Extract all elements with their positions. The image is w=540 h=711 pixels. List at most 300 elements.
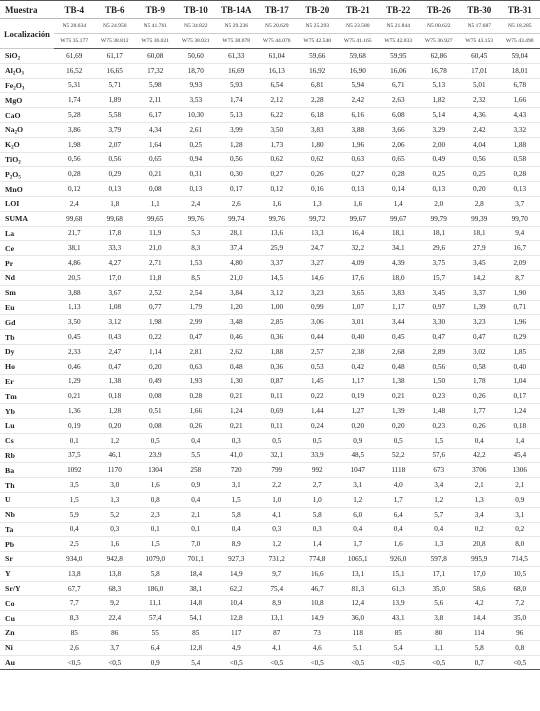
table-row [0, 152, 540, 167]
table-cell: 673 [419, 463, 460, 478]
table-cell: 2,6 [54, 640, 95, 655]
row-label-part: Er [5, 376, 14, 386]
table-cell: 10,30 [176, 108, 217, 123]
table-cell: 1,4 [500, 433, 540, 448]
table-cell: 3,7 [95, 640, 136, 655]
table-cell: 0,3 [297, 522, 338, 537]
table-cell: 0,17 [216, 182, 257, 197]
table-cell: 0,13 [176, 182, 217, 197]
table-cell: 12,4 [338, 596, 379, 611]
row-label [0, 522, 54, 537]
table-row [0, 122, 540, 137]
table-cell: 1,8 [95, 196, 136, 211]
table-cell: 3,79 [95, 122, 136, 137]
table-cell: 2,38 [338, 344, 379, 359]
table-cell: 99,68 [54, 211, 95, 226]
row-label-part: Th [5, 480, 15, 490]
table-row [0, 418, 540, 433]
row-label [0, 448, 54, 463]
table-cell: 68,0 [500, 581, 540, 596]
table-cell: 14,9 [297, 611, 338, 626]
row-label-part: MgO [5, 95, 23, 105]
table-cell: 27,9 [459, 241, 500, 256]
table-row [0, 137, 540, 152]
table-cell: 3,4 [419, 478, 460, 493]
table-cell: 1,2 [338, 492, 379, 507]
location-west-cell: W75 35.177 [54, 34, 95, 49]
table-cell: 99,74 [216, 211, 257, 226]
table-cell: 11,8 [135, 270, 176, 285]
table-cell: 1,1 [135, 196, 176, 211]
row-label-part: Zn [5, 628, 15, 638]
table-cell: 3,27 [297, 256, 338, 271]
table-cell: 16,13 [257, 63, 298, 78]
table-cell: 16,90 [338, 63, 379, 78]
table-cell: 799 [257, 463, 298, 478]
location-west-cell: W75 38.812 [95, 34, 136, 49]
table-cell: 1,28 [95, 404, 136, 419]
table-cell: 0,7 [459, 655, 500, 670]
location-north-cell: N5 34.822 [176, 19, 217, 34]
table-cell: 1,4 [297, 537, 338, 552]
table-cell: 1,98 [54, 137, 95, 152]
table-cell: 67,7 [54, 581, 95, 596]
table-cell: 2,33 [54, 344, 95, 359]
table-cell: 18,70 [176, 63, 217, 78]
table-cell: 22,4 [95, 611, 136, 626]
row-label-part: CaO [5, 110, 21, 120]
table-cell: 86 [95, 626, 136, 641]
table-cell: 14,4 [459, 611, 500, 626]
table-row [0, 552, 540, 567]
row-label-part: O [17, 125, 24, 135]
table-row [0, 108, 540, 123]
row-label-part: Pr [5, 258, 14, 268]
table-cell: 5,8 [297, 507, 338, 522]
table-cell: 2,71 [135, 256, 176, 271]
table-cell: 0,56 [54, 152, 95, 167]
table-cell: 1,73 [257, 137, 298, 152]
table-cell: 3,50 [54, 315, 95, 330]
table-cell: 1,5 [135, 537, 176, 552]
table-cell: 2,89 [419, 344, 460, 359]
row-label [0, 344, 54, 359]
table-cell: 3,02 [459, 344, 500, 359]
table-cell: 3,53 [176, 93, 217, 108]
table-body [0, 49, 540, 670]
table-cell: 4,39 [378, 256, 419, 271]
table-cell: 13,6 [257, 226, 298, 241]
table-cell: 2,06 [378, 137, 419, 152]
table-cell: 14,5 [257, 270, 298, 285]
row-label [0, 152, 54, 167]
table-cell: 5,01 [459, 78, 500, 93]
table-cell: 3,1 [216, 478, 257, 493]
table-cell: 0,28 [500, 167, 540, 182]
row-label-part: Sr/Y [5, 584, 21, 594]
table-cell: 0,29 [95, 167, 136, 182]
row-label [0, 330, 54, 345]
row-label-part: La [5, 228, 15, 238]
table-cell: 2,12 [257, 93, 298, 108]
table-cell: 1,77 [459, 404, 500, 419]
row-label-part: K [5, 140, 12, 150]
table-cell: 46,1 [95, 448, 136, 463]
table-cell: 5,13 [419, 78, 460, 93]
table-cell: 2,1 [176, 507, 217, 522]
table-row [0, 167, 540, 182]
table-cell: 1,5 [419, 433, 460, 448]
table-cell: 37,5 [54, 448, 95, 463]
row-label [0, 63, 54, 78]
table-cell: 7,2 [500, 596, 540, 611]
table-row [0, 270, 540, 285]
table-cell: 0,4 [216, 522, 257, 537]
table-cell: 61,3 [378, 581, 419, 596]
table-cell: 0,71 [500, 300, 540, 315]
table-cell: 0,4 [378, 522, 419, 537]
table-cell: 1,89 [95, 93, 136, 108]
table-cell: 75,4 [257, 581, 298, 596]
row-label-part: LOI [5, 199, 20, 209]
table-cell: 0,9 [338, 433, 379, 448]
row-label [0, 241, 54, 256]
table-cell: 0,23 [419, 389, 460, 404]
table-cell: <0,5 [95, 655, 136, 670]
table-cell: 4,86 [54, 256, 95, 271]
table-cell: 18,01 [500, 63, 540, 78]
table-cell: 1,07 [338, 300, 379, 315]
table-row [0, 374, 540, 389]
table-cell: 3,45 [419, 285, 460, 300]
table-cell: 0,21 [135, 167, 176, 182]
table-cell: 1,80 [297, 137, 338, 152]
table-header [0, 1, 540, 49]
table-cell: 2,8 [459, 196, 500, 211]
table-cell: 0,29 [500, 330, 540, 345]
location-north-cell: N5 00.622 [419, 19, 460, 34]
table-cell: 2,63 [378, 93, 419, 108]
table-cell: 4,04 [459, 137, 500, 152]
table-cell: 597,8 [419, 552, 460, 567]
table-cell: 48,5 [338, 448, 379, 463]
table-cell: 2,1 [500, 478, 540, 493]
table-cell: 17,0 [459, 566, 500, 581]
row-label-part: Gd [5, 317, 16, 327]
table-cell: 62,2 [216, 581, 257, 596]
location-north-cell: N5 20.629 [257, 19, 298, 34]
table-cell: 14,8 [176, 596, 217, 611]
table-row [0, 507, 540, 522]
table-cell: 2,4 [176, 196, 217, 211]
table-cell: 6,18 [297, 108, 338, 123]
table-cell: 37,4 [216, 241, 257, 256]
table-cell: 0,17 [500, 389, 540, 404]
table-cell: 186,0 [135, 581, 176, 596]
table-cell: 61,04 [257, 49, 298, 64]
table-cell: 1,36 [54, 404, 95, 419]
table-cell: 0,13 [338, 182, 379, 197]
table-cell: 3,12 [95, 315, 136, 330]
row-label-part: Lu [5, 421, 15, 431]
row-label-part: 2 [11, 145, 14, 151]
table-cell: 5,93 [216, 78, 257, 93]
row-label-part: Tm [5, 391, 17, 401]
table-cell: 2,28 [297, 93, 338, 108]
table-cell: 18,1 [419, 226, 460, 241]
table-cell: 5,4 [176, 655, 217, 670]
table-cell: 0,4 [54, 522, 95, 537]
table-cell: 0,13 [500, 182, 540, 197]
row-label-part: Yb [5, 406, 15, 416]
table-cell: 1,39 [459, 300, 500, 315]
table-cell: 10,4 [216, 596, 257, 611]
table-cell: 2,4 [54, 196, 95, 211]
table-cell: 28,1 [216, 226, 257, 241]
table-cell: 1,24 [500, 404, 540, 419]
table-cell: 9,7 [257, 566, 298, 581]
table-cell: 1,04 [500, 374, 540, 389]
row-label [0, 640, 54, 655]
table-cell: 0,42 [338, 359, 379, 374]
table-cell: 3,32 [500, 122, 540, 137]
sample-header-10: TB-30 [459, 1, 500, 19]
table-cell: 0,25 [419, 167, 460, 182]
table-cell: 1,0 [257, 492, 298, 507]
table-cell: 3706 [459, 463, 500, 478]
row-label [0, 611, 54, 626]
table-cell: 0,8 [500, 640, 540, 655]
table-cell: 96 [500, 626, 540, 641]
row-label-part: Sm [5, 288, 16, 298]
table-cell: 5,58 [95, 108, 136, 123]
table-cell: 3,66 [378, 122, 419, 137]
table-cell: 1065,1 [338, 552, 379, 567]
table-cell: 81,3 [338, 581, 379, 596]
table-cell: 2,11 [135, 93, 176, 108]
table-cell: 99,70 [500, 211, 540, 226]
table-cell: 0,19 [54, 418, 95, 433]
table-cell: 0,08 [135, 389, 176, 404]
table-cell: 1079,0 [135, 552, 176, 567]
table-cell: 14,9 [216, 566, 257, 581]
table-cell: 62,86 [419, 49, 460, 64]
sample-header-4: TB-14A [216, 1, 257, 19]
table-cell: 0,30 [216, 167, 257, 182]
table-cell: 99,76 [176, 211, 217, 226]
table-cell: 24,7 [297, 241, 338, 256]
table-cell: 0,25 [459, 167, 500, 182]
row-label-part: O [12, 169, 19, 179]
table-cell: 3,8 [419, 611, 460, 626]
table-cell: 1,78 [459, 374, 500, 389]
table-cell: 0,99 [297, 300, 338, 315]
row-label-part: Sr [5, 554, 13, 564]
table-cell: 0,63 [176, 359, 217, 374]
table-cell: 7,0 [176, 537, 217, 552]
table-cell: 6,0 [338, 507, 379, 522]
table-cell: 0,24 [297, 418, 338, 433]
table-cell: 4,6 [297, 640, 338, 655]
table-cell: 0,5 [378, 433, 419, 448]
table-cell: 1,00 [257, 300, 298, 315]
table-cell: 1,45 [297, 374, 338, 389]
table-cell: 17,6 [338, 270, 379, 285]
table-cell: 17,01 [459, 63, 500, 78]
table-cell: 3,12 [257, 285, 298, 300]
table-cell: 73 [297, 626, 338, 641]
table-cell: 0,5 [257, 433, 298, 448]
table-cell: 0,21 [216, 389, 257, 404]
table-cell: 3,1 [500, 507, 540, 522]
table-row [0, 433, 540, 448]
table-cell: 0,45 [378, 330, 419, 345]
row-label-part: Al [5, 66, 13, 76]
table-cell: 1,5 [54, 492, 95, 507]
table-cell: <0,5 [419, 655, 460, 670]
table-cell: 18,1 [378, 226, 419, 241]
row-label [0, 49, 54, 64]
table-cell: 0,56 [459, 152, 500, 167]
table-cell: 1,2 [419, 492, 460, 507]
table-cell: 0,20 [135, 359, 176, 374]
table-cell: 34,1 [378, 241, 419, 256]
table-row [0, 596, 540, 611]
table-row [0, 537, 540, 552]
sample-header-8: TB-22 [378, 1, 419, 19]
table-cell: 2,62 [216, 344, 257, 359]
table-cell: 5,98 [135, 78, 176, 93]
table-cell: 4,09 [338, 256, 379, 271]
table-cell: 18,4 [176, 566, 217, 581]
table-cell: 52,2 [378, 448, 419, 463]
location-west-cell: W75 36.021 [135, 34, 176, 49]
table-cell: 1,3 [297, 196, 338, 211]
table-cell: 0,4 [419, 522, 460, 537]
table-row [0, 300, 540, 315]
table-cell: 38,1 [176, 581, 217, 596]
table-cell: 0,12 [54, 182, 95, 197]
table-cell: 12,8 [216, 611, 257, 626]
table-cell: 0,94 [176, 152, 217, 167]
row-label-part: MnO [5, 184, 23, 194]
table-cell: 117 [216, 626, 257, 641]
table-cell: 8,7 [500, 270, 540, 285]
row-label-part: Ce [5, 243, 15, 253]
row-label-part: 2 [12, 71, 16, 77]
table-cell: 9,93 [176, 78, 217, 93]
row-label-part: O [15, 66, 22, 76]
sample-header-6: TB-20 [297, 1, 338, 19]
table-cell: 3,75 [419, 256, 460, 271]
table-cell: 1,4 [378, 196, 419, 211]
row-label-part: Co [5, 598, 15, 608]
table-cell: 3,23 [459, 315, 500, 330]
table-row [0, 522, 540, 537]
table-cell: 934,0 [54, 552, 95, 567]
table-cell: 2,07 [95, 137, 136, 152]
table-cell: 942,8 [95, 552, 136, 567]
row-label-part: SiO [5, 51, 18, 61]
location-west-cell: W75 42.033 [378, 34, 419, 49]
table-cell: 1,53 [176, 256, 217, 271]
table-cell: 1,27 [338, 404, 379, 419]
table-cell: 0,63 [338, 152, 379, 167]
row-label-part: O [13, 140, 20, 150]
table-cell: 1,66 [500, 93, 540, 108]
table-cell: 0,26 [459, 389, 500, 404]
table-cell: 61,69 [54, 49, 95, 64]
table-cell: <0,5 [257, 655, 298, 670]
location-west-row [0, 34, 540, 49]
table-cell: 1,7 [378, 492, 419, 507]
table-cell: 0,5 [297, 433, 338, 448]
table-cell: 50,60 [176, 49, 217, 64]
row-label-part: O [15, 80, 22, 90]
row-label [0, 478, 54, 493]
row-label [0, 389, 54, 404]
table-cell: 1092 [54, 463, 95, 478]
table-cell: 0,21 [54, 389, 95, 404]
table-cell: 3,88 [338, 122, 379, 137]
table-cell: 55 [135, 626, 176, 641]
table-cell: 25,9 [257, 241, 298, 256]
table-cell: 1,6 [257, 196, 298, 211]
table-row [0, 389, 540, 404]
table-cell: 0,49 [419, 152, 460, 167]
table-cell: 0,3 [95, 522, 136, 537]
table-cell: 731,2 [257, 552, 298, 567]
table-cell: 57,6 [419, 448, 460, 463]
table-row [0, 330, 540, 345]
table-row [0, 404, 540, 419]
table-cell: 0,18 [95, 389, 136, 404]
location-north-cell: N5 41.761 [135, 19, 176, 34]
table-cell: 0,49 [135, 374, 176, 389]
sample-header-0: TB-4 [54, 1, 95, 19]
sample-header-11: TB-31 [500, 1, 540, 19]
row-label-part: Ho [5, 362, 15, 372]
row-label [0, 256, 54, 271]
table-cell: 118 [338, 626, 379, 641]
table-cell: <0,5 [297, 655, 338, 670]
table-cell: 6,71 [378, 78, 419, 93]
table-cell: 17,1 [419, 566, 460, 581]
table-cell: 0,28 [54, 167, 95, 182]
table-cell: 1,3 [95, 492, 136, 507]
table-cell: 1,88 [257, 344, 298, 359]
table-cell: 8,5 [176, 270, 217, 285]
row-label [0, 93, 54, 108]
table-cell: 1,7 [338, 537, 379, 552]
table-cell: 8,3 [54, 611, 95, 626]
table-cell: 5,4 [378, 640, 419, 655]
table-cell: 0,9 [135, 655, 176, 670]
row-label-part: 3 [21, 71, 24, 77]
table-cell: 4,1 [257, 640, 298, 655]
table-cell: 21,7 [54, 226, 95, 241]
table-cell: 992 [297, 463, 338, 478]
row-label-part: Pb [5, 539, 15, 549]
row-label-part: Eu [5, 302, 15, 312]
row-label [0, 566, 54, 581]
table-cell: 18,1 [459, 226, 500, 241]
table-cell: 12,8 [176, 640, 217, 655]
table-cell: 6,54 [257, 78, 298, 93]
location-west-cell: W75 43.153 [459, 34, 500, 49]
table-cell: 0,13 [419, 182, 460, 197]
table-row [0, 626, 540, 641]
